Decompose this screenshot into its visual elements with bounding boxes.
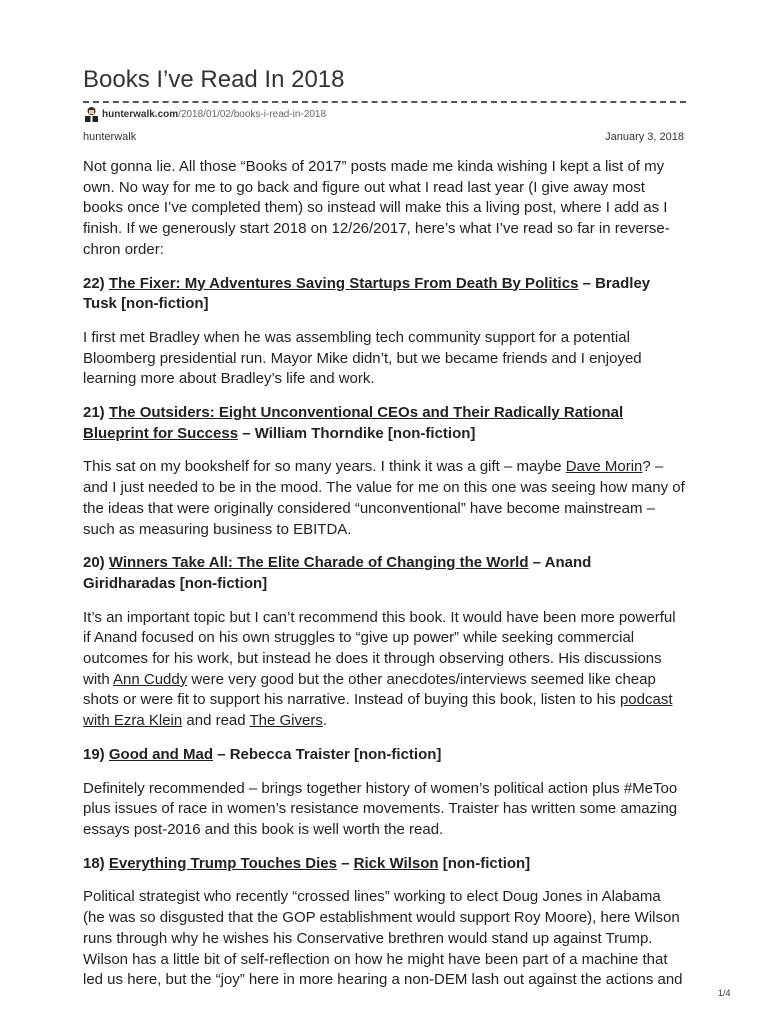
- book-title-link[interactable]: The Outsiders: Eight Unconventional CEOs and Their Radically Rational Blueprint for Success: [83, 404, 624, 442]
- book-entry-20: [83, 553, 686, 594]
- post-meta: [83, 131, 684, 143]
- author-name: hunterwalk: [83, 131, 137, 143]
- book-review-18: Political strategist who recently “crossed lines” working to elect Doug Jones in Alabama (he was so disgusted that the GOP establishment would support Roy Moore), here Wilson runs through why he wishes his Conservative brethren would stand up against Trump. Wilson has a little bit of self-reflection on how he might have been part of a machine that led us here, but the “joy” here in more hearing a non-DEM lash out against the actions and: [83, 888, 683, 989]
- book-review-20: [83, 608, 686, 732]
- book-number: 21): [83, 404, 105, 422]
- book-author: – Rebecca Traister [non-fiction]: [213, 745, 442, 763]
- review-text: .: [322, 712, 328, 730]
- book-title-link[interactable]: Winners Take All: The Elite Charade of Changing the World: [108, 554, 529, 572]
- book-number: 18): [83, 854, 105, 872]
- page-number: 1/4: [718, 988, 731, 998]
- book-title-link[interactable]: Everything Trump Touches Dies: [108, 854, 337, 872]
- book-review-19: Definitely recommended – brings together history of women’s political action plus #MeToo plus issues of race in women’s resistance movements. Traister has written some amazing essays post-2016 and this book is well worth the read.: [83, 779, 678, 838]
- book-title-link[interactable]: Good and Mad: [108, 745, 214, 763]
- book-review-21: [83, 457, 686, 540]
- book-separator: –: [336, 854, 354, 872]
- post-date: January 3, 2018: [605, 131, 684, 143]
- page-title: Books I’ve Read In 2018: [83, 66, 345, 93]
- book-number: 22): [83, 274, 105, 292]
- source-path: /2018/01/02/books-i-read-in-2018: [178, 108, 327, 120]
- book-author: – Anand Giridharadas [non-fiction]: [83, 554, 592, 592]
- book-author: – William Thorndike [non-fiction]: [238, 424, 476, 442]
- book-title-link[interactable]: The Fixer: My Adventures Saving Startups From Death By Politics: [108, 274, 579, 292]
- dave-morin-link[interactable]: Dave Morin: [565, 458, 643, 476]
- source-domain: hunterwalk.com: [102, 108, 179, 120]
- book-review-22: I first met Bradley when he was assembling tech community support for a potential Bloomberg presidential run. Mayor Mike didn’t, but we became friends and I enjoyed learning more about Bradley’s life and work.: [83, 328, 642, 388]
- ann-cuddy-link[interactable]: Ann Cuddy: [113, 670, 188, 688]
- review-text: This sat on my bookshelf for so many years. I think it was a gift – maybe: [83, 458, 566, 476]
- review-text: were very good but the other anecdotes/interviews seemed like cheap shots or were fit to support his narrative. Instead of buying this book, listen to his: [83, 670, 656, 709]
- book-entry-21: [83, 403, 686, 444]
- book-number: 20): [83, 554, 105, 572]
- favicon-icon: [83, 106, 100, 122]
- book-genre: [non-fiction]: [438, 854, 531, 872]
- the-givers-link[interactable]: The Givers: [249, 712, 323, 730]
- review-text: ? – and I just needed to be in the mood. The value for me on this one was seeing how many of the ideas that were originally considered “unconventional” have become mainstream – such as measuring business to EBITDA.: [83, 458, 685, 538]
- rick-wilson-link[interactable]: Rick Wilson: [353, 854, 439, 872]
- book-entry-18: [83, 854, 686, 875]
- podcast-link[interactable]: podcast with Ezra Klein: [83, 691, 673, 730]
- source-url-link[interactable]: [102, 109, 326, 120]
- book-number: 19): [83, 745, 105, 763]
- source-line: [83, 106, 326, 122]
- review-text: and read: [182, 712, 250, 730]
- book-entry-19: [83, 745, 686, 766]
- title-divider: [83, 101, 686, 103]
- review-text: It’s an important topic but I can’t recommend this book. It would have been more powerful if Anand focused on his own struggles to “give up power” while seeking commercial outcomes for his work, but instead he does it through observing others. His discussions with: [83, 608, 676, 688]
- intro-paragraph: Not gonna lie. All those “Books of 2017” posts made me kinda wishing I kept a list of my own. No way for me to go back and figure out what I read last year (I give away most books once I’ve completed them) so instead will make this a living post, where I add as I finish. If we generously start 2018 on 12/26/2017, here’s what I’ve read so far in reverse-chron order:: [83, 158, 670, 258]
- book-author: – Bradley Tusk [non-fiction]: [83, 274, 651, 313]
- article-body: [83, 157, 686, 1004]
- book-entry-22: [83, 274, 686, 315]
